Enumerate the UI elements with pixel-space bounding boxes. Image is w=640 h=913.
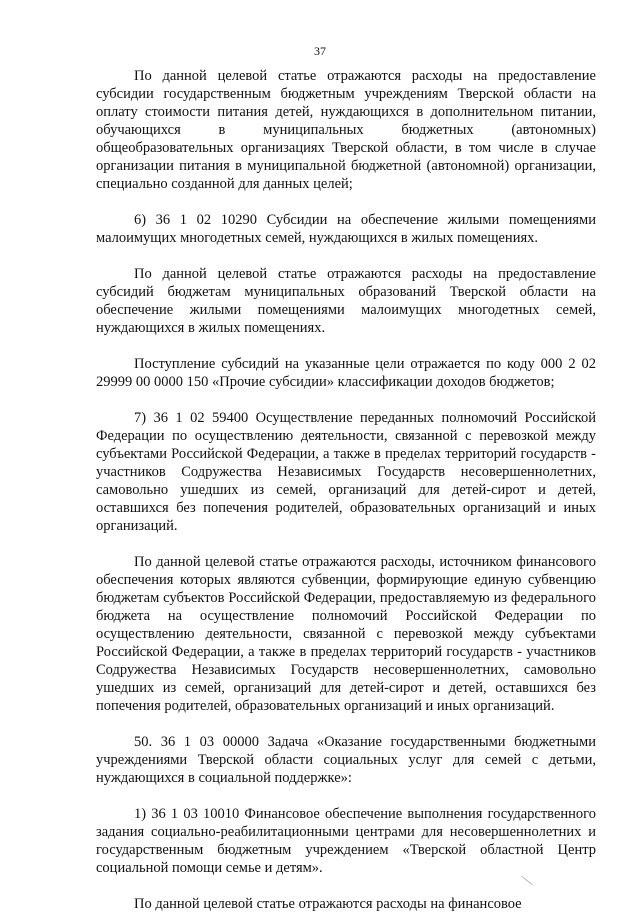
- paragraph-5: 7) 36 1 02 59400 Осуществление переданных полномочий Российской Федерации по осуществлению деятельности, связанной с перевозкой между субъектами Российской Федерации, а также в пределах территорий государств - участников Содружества Независимых Государств несовершеннолетних, самовольно ушедших из семей, организаций для детей-сирот и детей, оставшихся без попечения родителей, образовательных организаций и иных организаций.: [96, 410, 596, 534]
- paragraph-7: 50. 36 1 03 00000 Задача «Оказание государственными бюджетными учреждениями Тверской области социальных услуг для семей с детьми, нуждающихся в социальной поддержке»:: [96, 734, 596, 786]
- paragraph-9: По данной целевой статье отражаются расходы на финансовое: [134, 896, 522, 912]
- document-body: [96, 67, 596, 913]
- paragraph-4: Поступление субсидий на указанные цели отражается по коду 000 2 02 29999 00 0000 150 «Прочие субсидии» классификации доходов бюджетов;: [96, 356, 596, 390]
- paragraph-8: 1) 36 1 03 10010 Финансовое обеспечение выполнения государственного задания социально-реабилитационными центрами для несовершеннолетних и государственным бюджетным учреждением «Тверской областной Центр социальной помощи семье и детям».: [96, 806, 596, 876]
- paragraph-6: По данной целевой статье отражаются расходы, источником финансового обеспечения которых являются субвенции, формирующие единую субвенцию бюджетам субъектов Российской Федерации, предоставляемую из федерального бюджета на осуществление полномочий Российской Федерации по осуществлению деятельности, связанной с перевозкой между субъектами Российской Федерации, а также в пределах территорий государств - участников Содружества Независимых Государств несовершеннолетних, самовольно ушедших из семей, организаций для детей-сирот и детей, оставшихся без попечения родителей, образовательных организаций и иных организаций.: [96, 554, 596, 714]
- paragraph-3: По данной целевой статье отражаются расходы на предоставление субсидий бюджетам муниципальных образований Тверской области на обеспечение жилыми помещениями малоимущих многодетных семей, нуждающихся в жилых помещениях.: [96, 266, 596, 336]
- paragraph-2: 6) 36 1 02 10290 Субсидии на обеспечение жилыми помещениями малоимущих многодетных семей, нуждающихся в жилых помещениях.: [96, 212, 596, 246]
- page-number: 37: [314, 44, 326, 58]
- paragraph-1: По данной целевой статье отражаются расходы на предоставление субсидии государственным бюджетным учреждениям Тверской области на оплату стоимости питания детей, нуждающихся в дополнительном питании, обучающихся в муниципальных бюджетных (автономных) общеобразовательных организациях Тверской области, в том числе в случае организации питания в муниципальной бюджетной (автономной) организации, специально созданной для данных целей;: [96, 68, 596, 192]
